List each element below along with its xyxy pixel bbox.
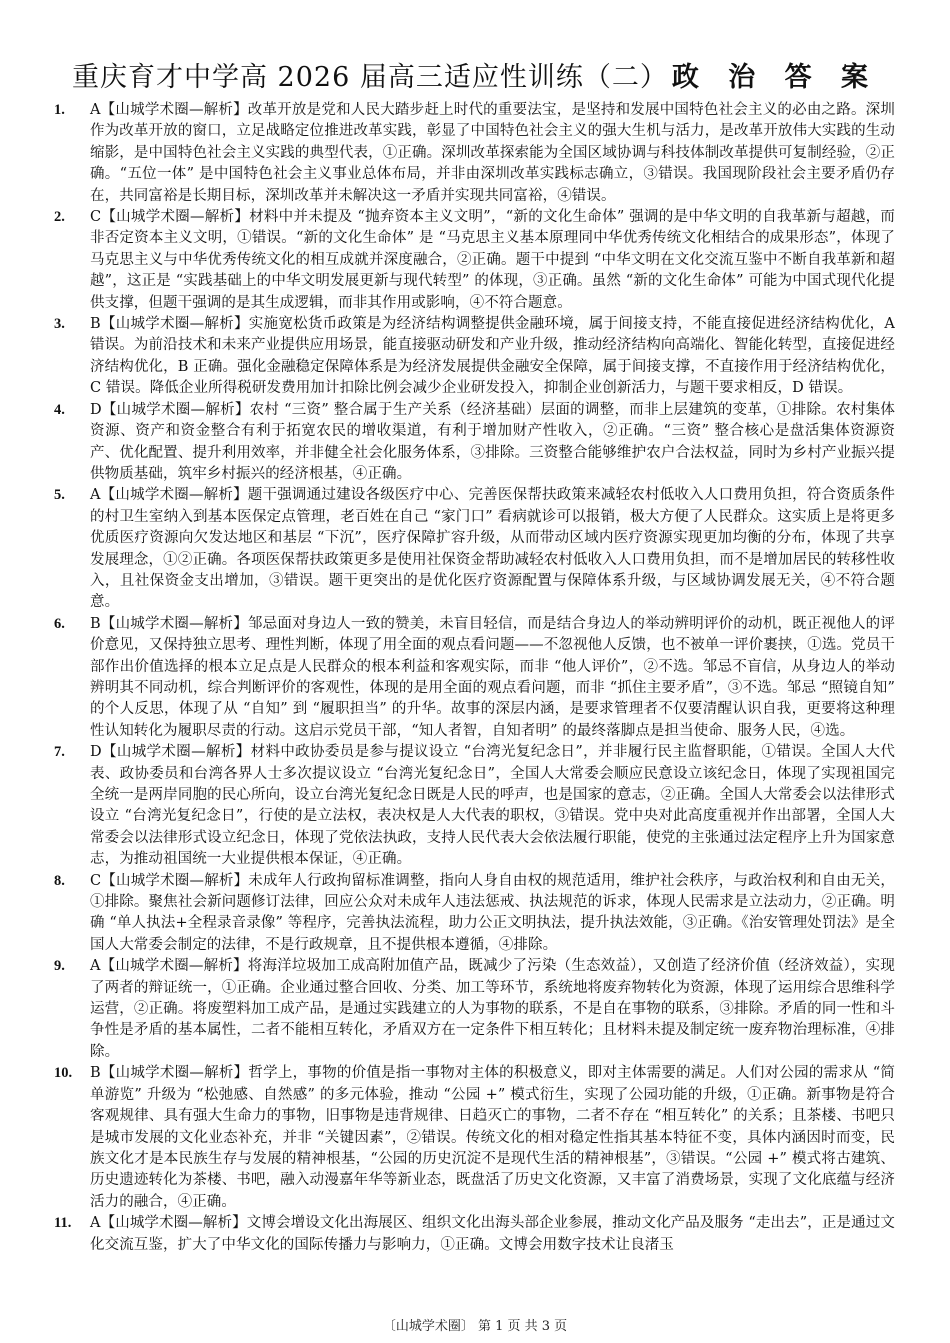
- answer-number: 9.: [54, 958, 65, 975]
- answer-number: 3.: [54, 316, 65, 333]
- answer-number: 2.: [54, 209, 65, 226]
- page-title: [0, 58, 950, 98]
- answer-number: 4.: [54, 401, 65, 418]
- page-footer: 〔山城学术圈〕 第 1 页 共 3 页: [382, 1319, 568, 1334]
- answer-text: C【山城学术圈—解析】材料中并未提及 “抛弃资本主义文明”，“新的文化生命体” 强调的是中华文明的自我革新与超越，而非否定资本主义文明，①错误。“新的文化生命体” 是 “马克思主义基本原理同中华优秀传统文化相结合的成果形态”，体现了马克思主义与中华优秀传统文化的相互成就并深度融合，②正确。题干中提到 “中华文明在文化交流互鉴中不断自我革新和超越”，这正是 “实践基础上的中华文明发展更新与现代转型” 的体现，③正确。虽然 “新的文化生命体” 可能为中国式现代化提供支撑，但题干强调的是其生成逻辑，而非其作用或影响，④不符合题意。: [90, 209, 895, 311]
- answer-item: [54, 100, 895, 207]
- answer-number: 6.: [54, 615, 65, 632]
- answer-item: [54, 1063, 895, 1213]
- answer-text: A【山城学术圈—解析】将海洋垃圾加工成高附加值产品，既减少了污染（生态效益），又创造了经济价值（经济效益），实现了两者的辩证统一，①正确。企业通过整合回收、分类、加工等环节，系统地将废弃物转化为资源，体现了运用综合思维科学运营，②正确。将废塑料加工成产品，是通过实践建立的人为事物的联系，不是自在事物的联系，③排除。矛盾的同一性和斗争性是矛盾的基本属性，二者不能相互转化，矛盾双方在一定条件下相互转化；且材料未提及制定统一废弃物治理标准，④排除。: [90, 958, 895, 1060]
- answer-number: 11.: [54, 1215, 72, 1232]
- answer-item: [54, 485, 895, 613]
- answer-item: [54, 207, 895, 314]
- answer-text: A【山城学术圈—解析】文博会增设文化出海展区、组织文化出海头部企业参展，推动文化产品及服务 “走出去”，正是通过文化交流互鉴，扩大了中华文化的国际传播力与影响力，①正确。文博会用数字技术让良渚玉: [90, 1215, 895, 1253]
- answer-number: 10.: [54, 1065, 73, 1082]
- answer-number: 1.: [54, 102, 65, 118]
- answer-item: [54, 400, 895, 486]
- answer-text: B【山城学术圈—解析】邹忌面对身边人一致的赞美，未盲目轻信，而是结合身边人的举动辨明评价的动机，既正视他人的评价意见，又保持独立思考、理性判断，体现了用全面的观点看问题——不忽视他人反馈，也不被单一评价裹挟，①选。党员干部作出价值选择的根本立足点是人民群众的根本利益和客观实际，而非 “他人评价”，②不选。邹忌不盲信，从身边人的举动辨明其不同动机，综合判断评价的客观性，体现的是用全面的观点看问题，而非 “抓住主要矛盾”，③不选。邹忌 “照镜自知” 的个人反思，体现了从 “自知” 到 “履职担当” 的升华。故事的深层内涵，是要求管理者不仅要清醒认识自我，更要将这种理性认知转化为履职尽责的行动。这启示党员干部，“知人者智，自知者明” 的最终落脚点是担当使命、服务人民，④选。: [90, 615, 895, 739]
- title-subject: 政 治 答 案: [671, 62, 879, 93]
- answer-text: D【山城学术圈—解析】材料中政协委员是参与提议设立 “台湾光复纪念日”，并非履行民主监督职能，①错误。全国人大代表、政协委员和台湾各界人士多次提议设立 “台湾光复纪念日”，全国人大常委会顺应民意设立该纪念日，体现了实现祖国完全统一是两岸同胞的民心所向，设立台湾光复纪念日既是人民的呼声，也是国家的意志，②正确。全国人大常委会以法律形式设立 “台湾光复纪念日”，行使的是立法权，表决权是人大代表的职权，③错误。党中央对此高度重视并作出部署，全国人大常委会以法律形式设立纪念日，体现了党依法执政，支持人民代表大会依法履行职能，使党的主张通过法定程序上升为国家意志，为推动祖国统一大业提供根本保证，④正确。: [90, 744, 895, 868]
- answer-text: B【山城学术圈—解析】实施宽松货币政策是为经济结构调整提供金融环境，属于间接支持，不能直接促进经济结构优化，A 错误。为前沿技术和未来产业提供应用场景，能直接驱动研发和产业升级，推动经济结构向高端化、智能化转型，直接促进经济结构优化，B 正确。强化金融稳定保障体系是为经济发展提供金融安全保障，属于间接支撑，不直接作用于经济结构优化，C 错误。降低企业所得税研发费用加计扣除比例会减少企业研发投入，抑制企业创新活力，与题干要求相反，D 错误。: [90, 316, 895, 397]
- answer-list: [54, 100, 895, 1256]
- answer-text: A【山城学术圈—解析】题干强调通过建设各级医疗中心、完善医保帮扶政策来减轻农村低收入人口费用负担，符合资质条件的村卫生室纳入到基本医保定点管理，老百姓在自己 “家门口” 看病就诊可以报销，极大方便了人民群众。这实质上是将更多优质医疗资源向欠发达地区和基层 “下沉”，医疗保障扩容升级，从而带动区域内医疗资源实现更加均衡的分布，体现了共享发展理念，①②正确。各项医保帮扶政策更多是使用社保资金帮助减轻农村低收入人口费用负担，而不是增加居民的转移性收入，且社保资金支出增加，③错误。题干更突出的是优化医疗资源配置与保障体系升级，与区域协调发展无关，④不符合题意。: [90, 487, 895, 611]
- answer-text: D【山城学术圈—解析】农村 “三资” 整合属于生产关系（经济基础）层面的调整，而非上层建筑的变革，①排除。农村集体资源、资产和资金整合有利于拓宽农民的增收渠道，有利于增加财产性收入，②正确。“三资” 整合核心是盘活集体资源资产、优化配置、提升利用效率，并非健全社会化服务体系，③排除。三资整合能够维护农户合法权益，同时为乡村产业振兴提供物质基础，筑牢乡村振兴的经济根基，④正确。: [90, 401, 895, 482]
- answer-number: 8.: [54, 872, 65, 889]
- answer-item: [54, 956, 895, 1063]
- answer-text: C【山城学术圈—解析】未成年人行政拘留标准调整，指向人身自由权的规范适用，维护社会秩序，与政治权利和自由无关，①排除。聚焦社会新问题修订法律，回应公众对未成年人违法惩戒、执法规范的诉求，体现人民需求是立法动力，②正确。明确 “单人执法+全程录音录像” 等程序，完善执法流程，助力公正文明执法，提升执法效能，③正确。《治安管理处罚法》是全国人大常委会制定的法律，不是行政规章，且不提供根本遵循，④排除。: [90, 872, 895, 953]
- answer-item: [54, 1213, 895, 1256]
- answer-number: 5.: [54, 487, 65, 504]
- answer-number: 7.: [54, 744, 65, 761]
- answer-item: [54, 614, 895, 742]
- answer-text: A【山城学术圈—解析】改革开放是党和人民大踏步赶上时代的重要法宝，是坚持和发展中国特色社会主义的必由之路。深圳作为改革开放的窗口，立足战略定位推进改革实践，彰显了中国特色社会主义的强大生机与活力，是改革开放伟大实践的生动缩影，是中国特色社会主义实践的典型代表，①正确。深圳改革探索能为全国区域协调与科技体制改革提供可复制经验，②正确。“五位一体” 是中国特色社会主义事业总体布局，并非由深圳改革实践标志确立，③错误。我国现阶段社会主要矛盾仍存在，共同富裕是长期目标，深圳改革并未解决这一矛盾并实现共同富裕，④错误。: [90, 102, 895, 204]
- answer-text: B【山城学术圈—解析】哲学上，事物的价值是指一事物对主体的积极意义，即对主体需要的满足。人们对公园的需求从 “简单游览” 升级为 “松弛感、自然感” 的多元体验，推动 “公园 +” 模式衍生，实现了公园功能的升级，①正确。新事物是符合客观规律、具有强大生命力的事物，旧事物是违背规律、日趋灭亡的事物，二者不存在 “相互转化” 的关系；且茶楼、书吧只是城市发展的文化业态补充，并非 “关键因素”，②错误。传统文化的相对稳定性指其基本特征不变，具体内涵因时而变，民族文化才是本民族生存与发展的精神根基，“公园的历史沉淀不是现代生活的精神根基”，③错误。“公园 +” 模式将古建筑、历史遗迹转化为茶楼、书吧，融入动漫嘉年华等新业态，既盘活了历史文化资源，又丰富了消费场景，实现了文化底蕴与经济活力的融合，④正确。: [90, 1065, 895, 1210]
- answer-item: [54, 742, 895, 870]
- title-text: 重庆育才中学高 2026 届高三适应性训练（二）: [71, 62, 668, 93]
- answer-item: [54, 871, 895, 957]
- answer-item: [54, 314, 895, 400]
